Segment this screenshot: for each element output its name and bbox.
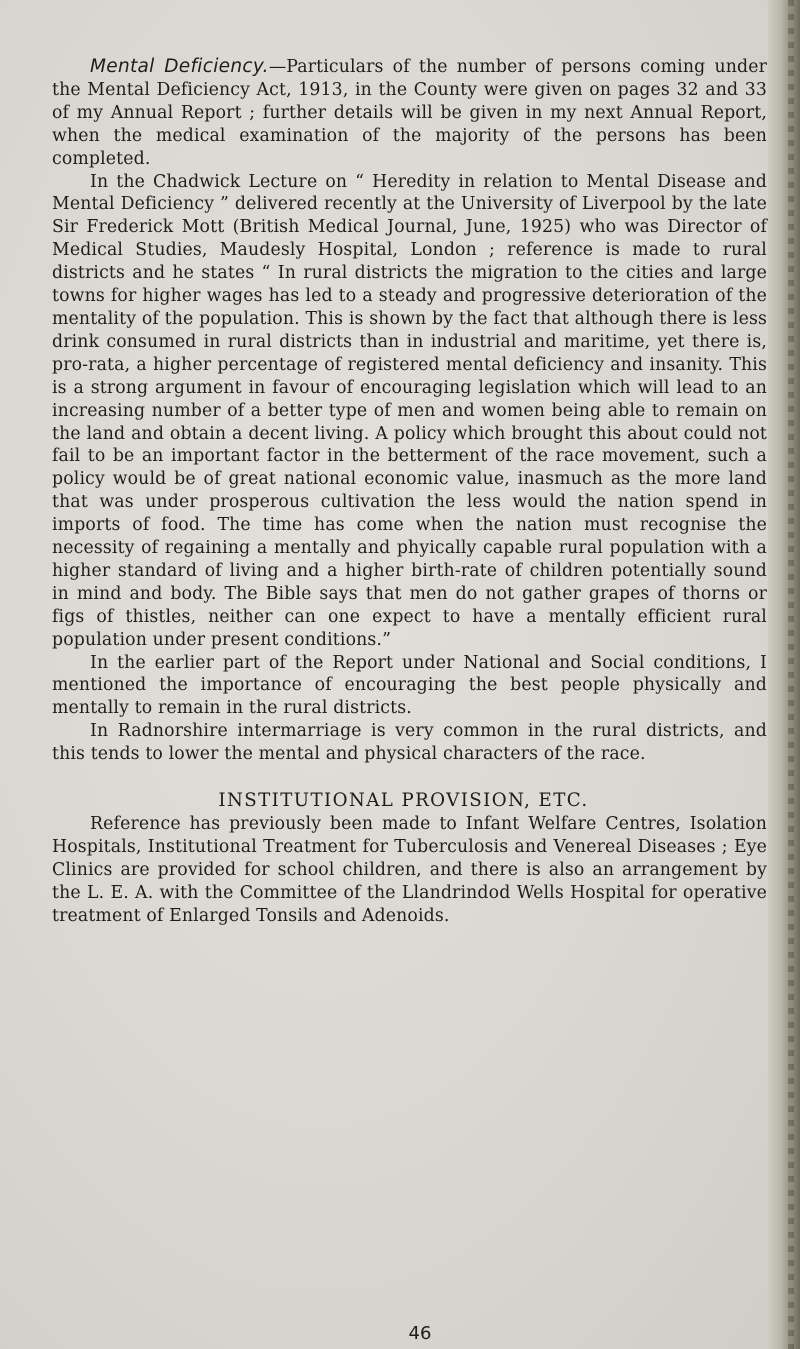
section-heading-institutional: INSTITUTIONAL PROVISION, ETC. xyxy=(218,790,589,812)
paragraph-mental-deficiency xyxy=(52,56,767,171)
section-lead-title: Mental Deficiency. xyxy=(90,56,269,77)
paragraph-chadwick-lecture: In the Chadwick Lecture on “ Heredity in relation to Mental Disease and Mental Deficiency ” delivered recently at the University of Liverpool by the late Sir Frederick Mott (British Medical Journal, June, 1925) who was Director of Medical Studies, Maudesly Hospital, London ; reference is made to rural districts and he states “ In rural districts the migration to the cities and large towns for higher wages has led to a steady and progressive deterioration of the mentality of the population. This is shown by the fact that although there is less drink consumed in rural districts than in industrial and maritime, yet there is, pro-rata, a higher percentage of registered mental deficiency and insanity. This is a strong argument in favour of encouraging legislation which will lead to an increasing number of a better type of men and women being able to remain on the land and obtain a decent living. A policy which brought this about could not fail to be an important factor in the betterment of the race movement, such a policy would be of great national economic value, inasmuch as the more land that was under prosperous cultivation the less would the nation spend in imports of food. The time has come when the nation must recognise the necessity of regaining a mentally and phyically capable rural population with a higher standard of living and a higher birth-rate of children potentially sound in mind and body. The Bible says that men do not gather grapes of thorns or figs of thistles, neither can one expect to have a mentally efficient rural population under present conditions.” xyxy=(52,171,767,650)
paragraph-1-text: —Particulars of the number of persons coming under the Mental Deficiency Act, 1913, in the County were given on pages 32 and 33 of my Annual Report ; further details will be given in my next Annual Report, when the medical examination of the majority of the persons has been completed. xyxy=(52,57,767,169)
page-text-body xyxy=(52,56,767,928)
page-number: 46 xyxy=(408,1323,432,1344)
paragraph-national-social: In the earlier part of the Report under National and Social conditions, I mentioned the importance of encouraging the best people physically and mentally to remain in the rural districts. xyxy=(52,652,767,719)
binding-stitching xyxy=(788,0,794,1349)
paragraph-institutional-provision: Reference has previously been made to Infant Welfare Centres, Isolation Hospitals, Institutional Treatment for Tuberculosis and Venereal Diseases ; Eye Clinics are provided for school children, and there is also an arrangement by the L. E. A. with the Committee of the Llandrindod Wells Hospital for operative treatment of Enlarged Tonsils and Adenoids. xyxy=(52,814,767,926)
book-spine-edge xyxy=(768,0,800,1349)
paragraph-radnorshire: In Radnorshire intermarriage is very common in the rural districts, and this tends to lower the mental and physical characters of the race. xyxy=(52,721,767,765)
